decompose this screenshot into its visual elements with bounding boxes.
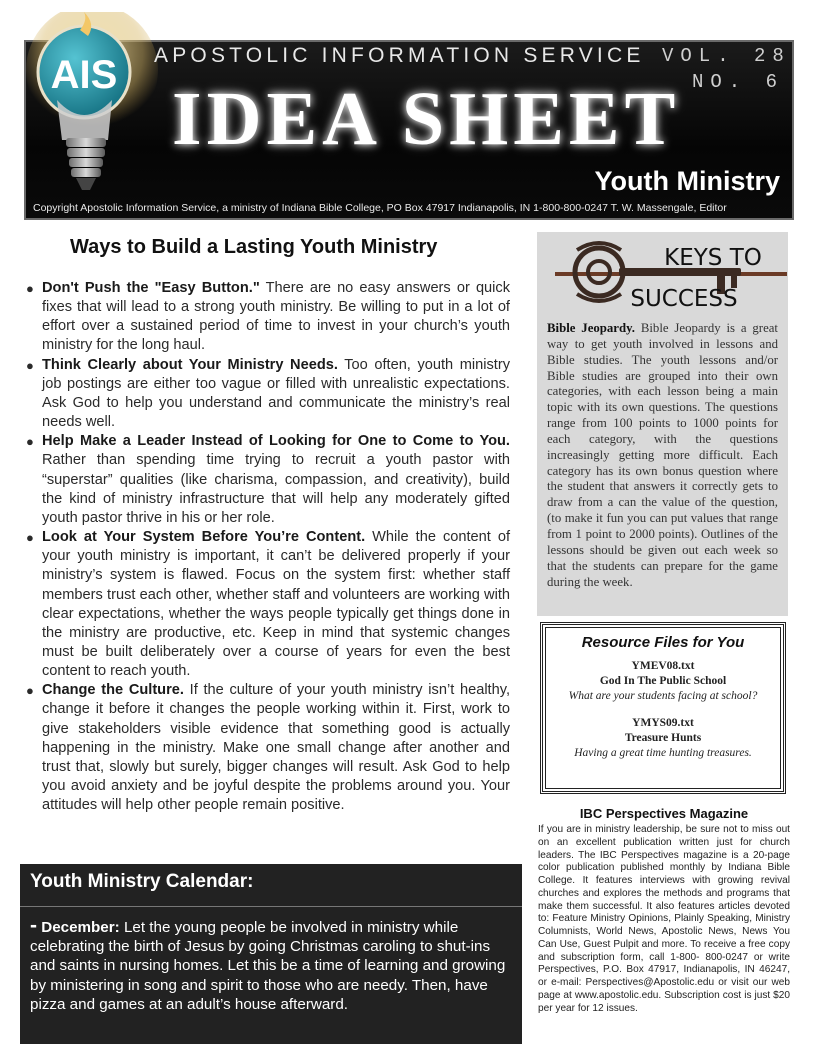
item-heading: Change the Culture. xyxy=(42,682,184,699)
list-item xyxy=(18,681,510,815)
keys-banner-line1: KEYS TO xyxy=(664,245,762,271)
item-heading: Help Make a Leader Instead of Looking for One to Come to You. xyxy=(42,433,510,450)
calendar-box xyxy=(20,864,522,1044)
item-text: If the culture of your youth ministry isn’t healthy, change it before it changes the people working within it. First, work to give stakeholders visible evidence that something good is actually happening in the ministry. Make one small change after another and trust that, slowly but surely, bigger changes will result. Ask God to help you avoid anxiety and be joyful despite the problems around you. Your attitudes will help other people remain positive. xyxy=(42,682,510,814)
bullet-dot-icon: ● xyxy=(26,281,34,296)
item-text: There are no easy answers or quick fixes that will lead to a strong youth ministry. Be willing to put in a lot of effort over a sustained period of time to invest in your church’s youth ministry for the long haul. xyxy=(42,280,511,354)
resource-name: God In The Public School xyxy=(599,675,727,687)
calendar-text: Let the young people be involved in ministry while celebrating the birth of Jesus by going Christmas caroling to shut-ins and saints in nursing homes. Let this be a time of learning and growing by ministering in song and spirit to those who are needy. Then, have pizza and games at an adult’s house afterward. xyxy=(30,919,506,1013)
resource-desc: What are your students facing at school? xyxy=(568,690,758,702)
resource-code: YMEV08.txt xyxy=(631,660,695,672)
article-title: Ways to Build a Lasting Youth Ministry xyxy=(70,236,438,258)
item-text: Too often, youth ministry job postings are either too vague or filled with unrealistic expectations. Ask God to help you understand and communicate the ministry’s real needs well. xyxy=(42,356,510,431)
keys-banner xyxy=(537,232,788,320)
keys-heading: Bible Jeopardy. xyxy=(547,321,635,335)
magazine-text: If you are in ministry leadership, be sure not to miss out on an excellent publication written just for church leaders. The IBC Perspectives magazine is a 20-page color publication published monthly by Indiana Bible College. It features interviews with growing revival churches and explores the methods and programs that make them successful. It also features articles devoted to: Feature Ministry Opinions, Plainly Speaking, Ministry Columnists, World News, Apostolic News, News You Can Use, Guest Pulpit and more. To receive a free copy and subscription form, call 1-800- 800-0247 or write Perspectives, P.O. Box 47917, Indianapolis, IN 46247, or e-mail: Perspectives@Apostolic.edu or visit our web page at www.apostolic.edu. Subscription cost is just $20 per year for 12 issues. xyxy=(538,824,790,1014)
list-item xyxy=(18,528,510,681)
resource-name: Treasure Hunts xyxy=(624,732,702,744)
calendar-month: December: xyxy=(37,919,120,936)
resource-desc: Having a great time hunting treasures. xyxy=(574,747,752,759)
keys-to-success-box xyxy=(537,232,788,616)
resource-files-box xyxy=(540,622,786,794)
service-name: APOSTOLIC INFORMATION SERVICE xyxy=(154,44,645,67)
page-title: IDEA SHEET xyxy=(172,77,681,161)
article-list xyxy=(18,279,510,815)
item-heading: Don't Push the "Easy Button." xyxy=(42,280,260,296)
issue-number: NO. 6 xyxy=(692,71,785,93)
copyright-line: Copyright Apostolic Information Service, a ministry of Indiana Bible College, PO Box 47917 Indianapolis, IN 1-800-800-0247 T. W. Massengale, Editor xyxy=(33,202,727,214)
calendar-body xyxy=(30,916,508,1014)
resource-title: Resource Files for You xyxy=(581,634,745,651)
item-heading: Look at Your System Before You’re Content. xyxy=(42,529,366,546)
resource-item xyxy=(543,716,783,761)
calendar-dash: - xyxy=(30,914,37,937)
list-item xyxy=(18,356,510,433)
bullet-dot-icon: ● xyxy=(26,530,34,546)
bullet-dot-icon: ● xyxy=(26,683,34,699)
resource-code: YMYS09.txt xyxy=(632,717,694,729)
list-item xyxy=(18,279,510,356)
keys-text xyxy=(547,321,778,590)
calendar-title: Youth Ministry Calendar: xyxy=(30,871,254,892)
issue-topic: Youth Ministry xyxy=(594,166,780,196)
item-text: Rather than spending time trying to recruit a youth pastor with “superstar” qualities (like charisma, compassion, and creativity), build the kind of ministry infrastructure that will help any moderately gifted youth pastor thrive in his or her role. xyxy=(42,452,510,526)
item-heading: Think Clearly about Your Ministry Needs. xyxy=(42,356,338,373)
keys-banner-line2: SUCCESS xyxy=(630,286,738,312)
volume-number: VOL. 28 xyxy=(662,45,791,67)
logo-text: AIS xyxy=(50,53,118,97)
bullet-dot-icon: ● xyxy=(26,357,34,373)
list-item xyxy=(18,432,510,528)
lightbulb-ais-logo-icon xyxy=(22,12,162,202)
resource-item xyxy=(543,659,783,704)
keys-body: Bible Jeopardy is a great way to get youth involved in lessons and Bible studies. The youth lessons and/or Bible studies are grouped into their own categories, with each lesson being a main topic with its own questions. The questions range from 100 points to 1000 points for each category, with the questions increasingly getting more difficult. Each category has its own bonus question where the student that answers it correctly gets to draw from a can the value of the question, (to make it fun you can put values that range from 1 point to 2000 points). Outlines of the lessons should be given out each week so that the students can prepare for the game during the week. xyxy=(547,321,778,589)
item-text: While the content of your youth ministry is important, it can’t be delivered properly if your ministry’s system is flawed. Focus on the system first: whether staff members trust each other, whether staff and volunteers are working with clear expectations, whether the ways people typically get things done in the ministry are productive, etc. Keep in mind that systemic changes must be built deliberately over a course of years for even the best content to reach youth. xyxy=(42,529,510,680)
magazine-title: IBC Perspectives Magazine xyxy=(579,806,749,821)
bullet-dot-icon: ● xyxy=(26,434,34,450)
calendar-divider xyxy=(20,906,522,907)
